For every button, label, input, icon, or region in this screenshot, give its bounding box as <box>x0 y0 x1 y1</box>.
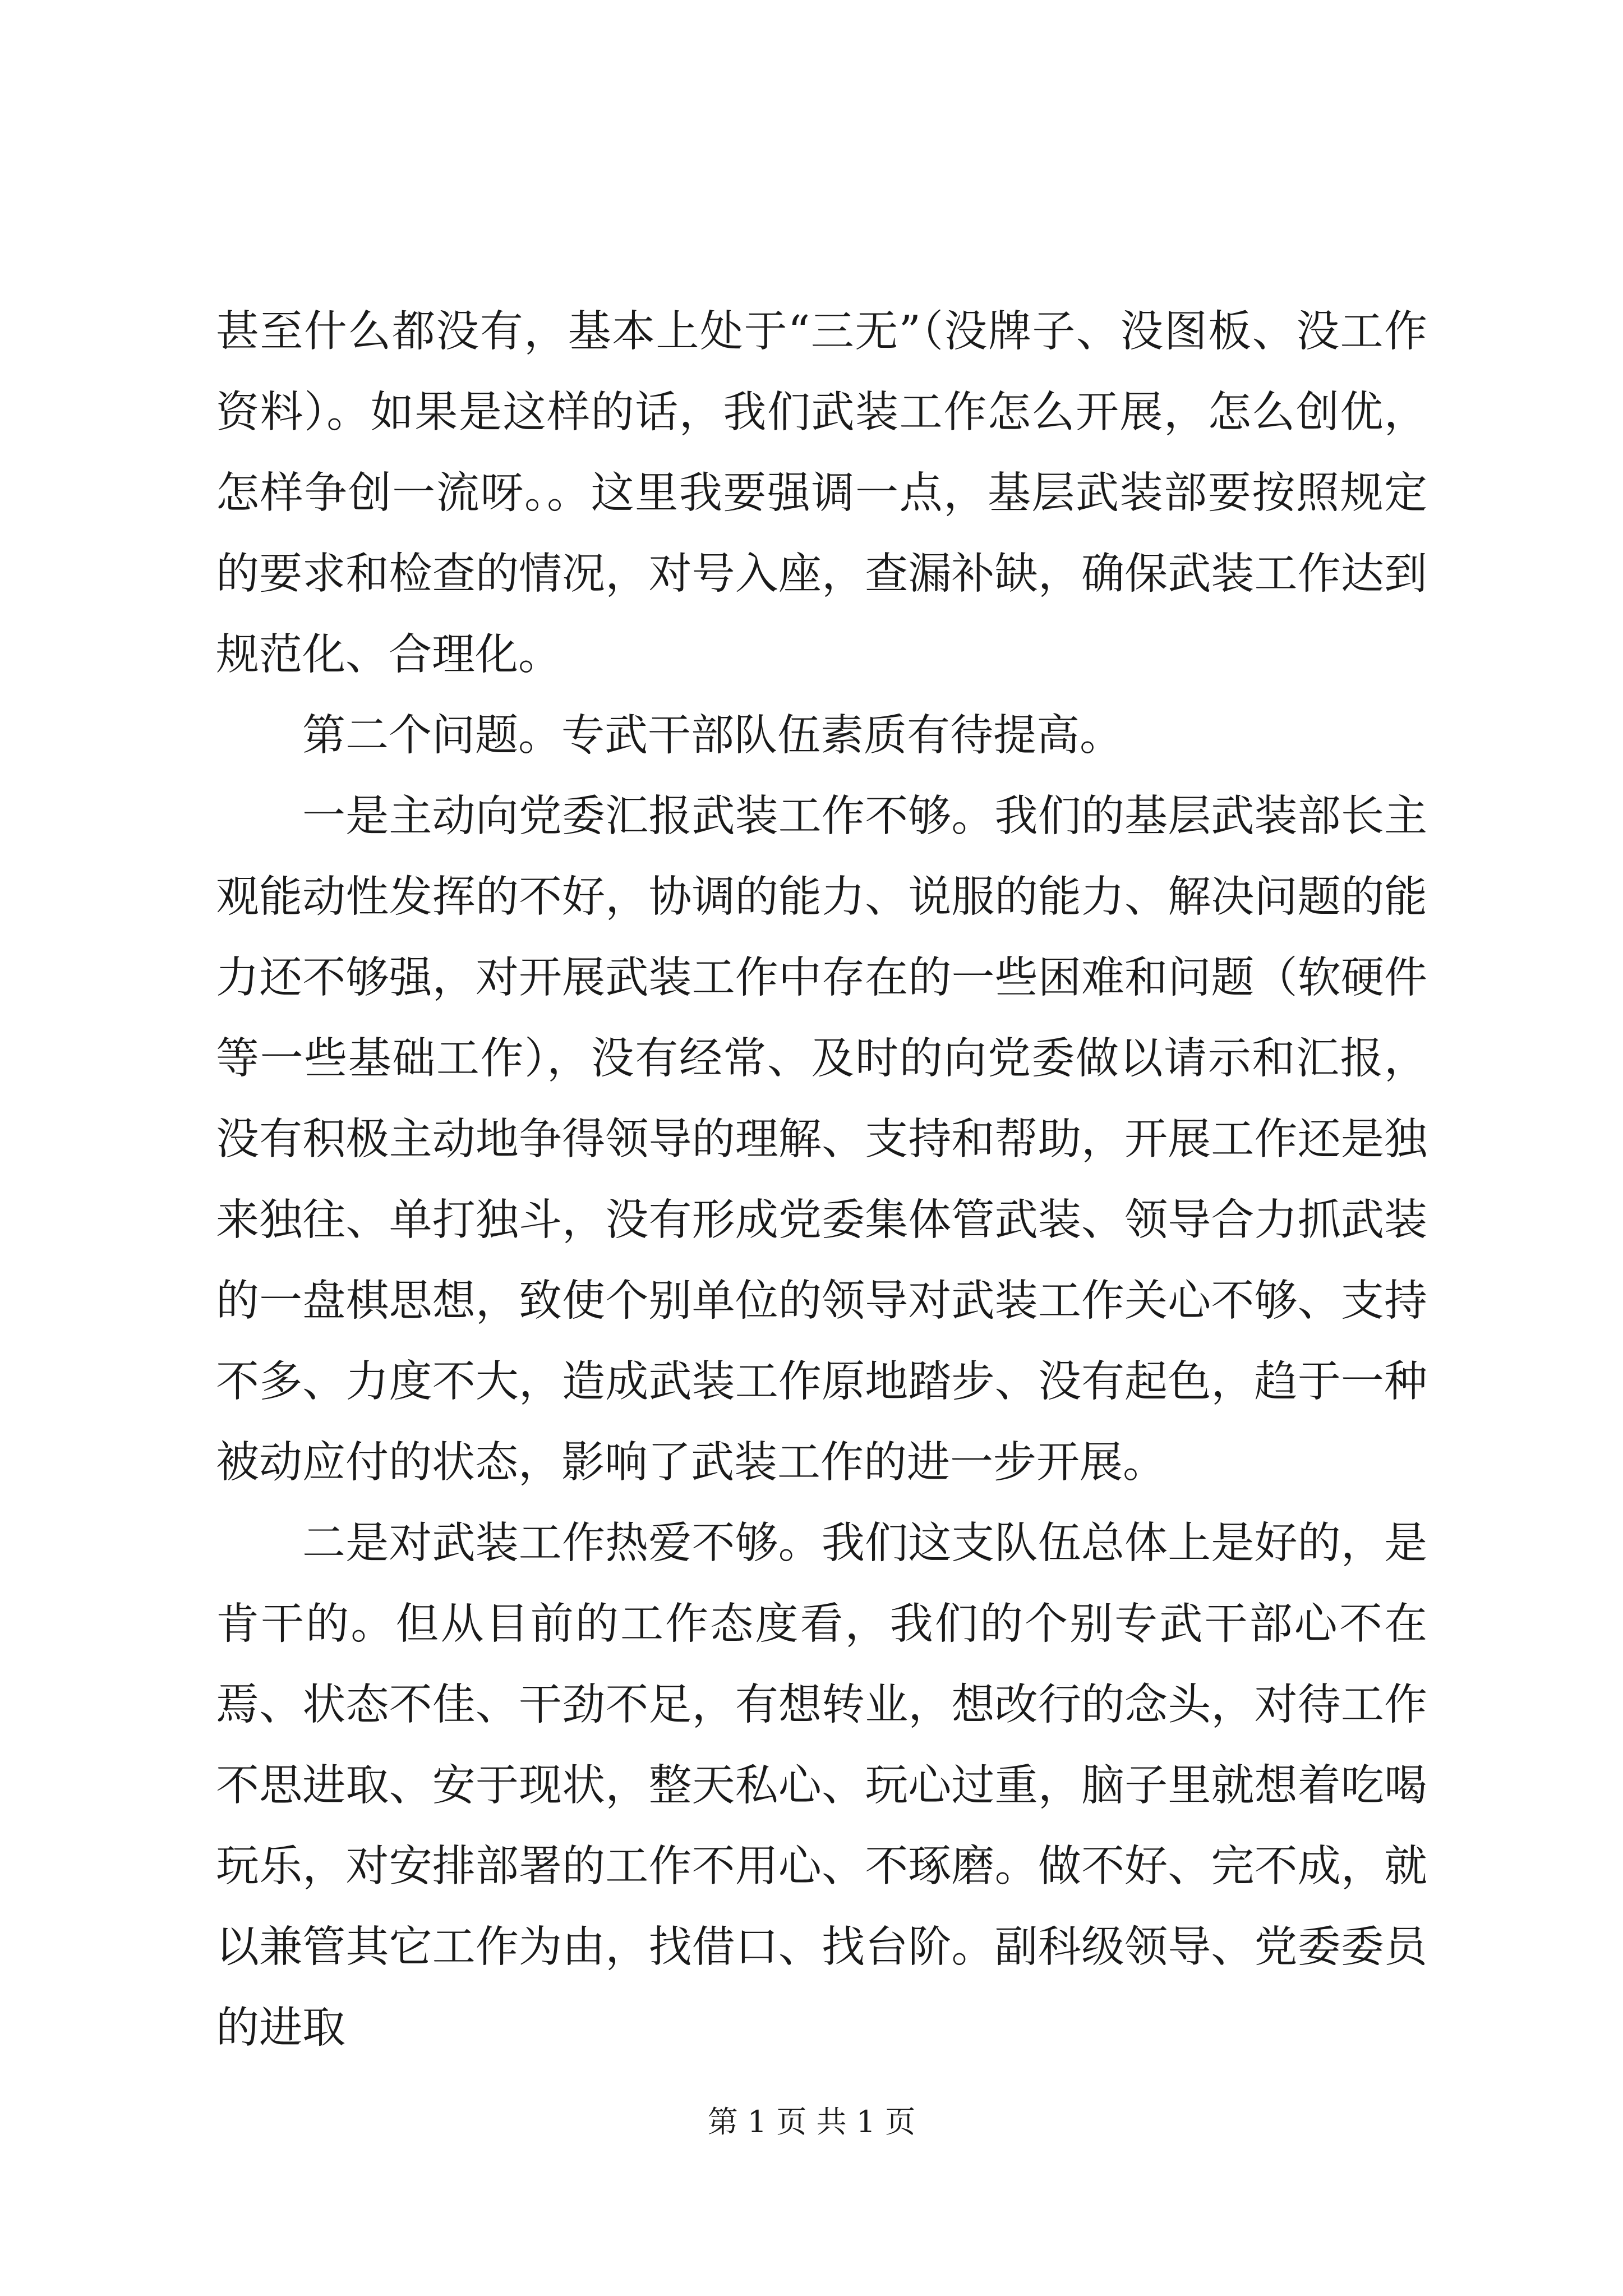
page-footer: 第 1 页 共 1 页 <box>707 2104 916 2139</box>
paragraph-2: 第二个问题。专武干部队伍素质有待提高。 <box>302 711 1123 761</box>
document-body <box>216 292 1427 2069</box>
paragraph-1: 甚至什么都没有，基本上处于“三无”（没牌子、没图板、没工作资料）。如果是这样的话，我们武装工作怎么开展，怎么创优，怎样争创一流呀。。这里我要强调一点，基层武装部要按照规定的要求和检查的情况，对号入座，查漏补缺，确保武装工作达到规范化、合理化。 <box>216 307 1427 680</box>
paragraph-3: 一是主动向党委汇报武装工作不够。我们的基层武装部长主观能动性发挥的不好，协调的能力、说服的能力、解决问题的能力还不够强，对开展武装工作中存在的一些困难和问题（软硬件等一些基础工作），没有经常、及时的向党委做以请示和汇报，没有积极主动地争得领导的理解、支持和帮助，开展工作还是独来独往、单打独斗，没有形成党委集体管武装、领导合力抓武装的一盘棋思想，致使个别单位的领导对武装工作关心不够、支持不多、力度不大，造成武装工作原地踏步、没有起色，趋于一种被动应付的状态，影响了武装工作的进一步开展。 <box>216 792 1427 1488</box>
paragraph-4: 二是对武装工作热爱不够。我们这支队伍总体上是好的，是肯干的。但从目前的工作态度看，我们的个别专武干部心不在焉、状态不佳、干劲不足，有想转业，想改行的念头，对待工作不思进取、安于现状，整天私心、玩心过重，脑子里就想着吃喝玩乐，对安排部署的工作不用心、不琢磨。做不好、完不成，就以兼管其它工作为由，找借口、找台阶。副科级领导、党委委员的进取 <box>216 1519 1427 2053</box>
